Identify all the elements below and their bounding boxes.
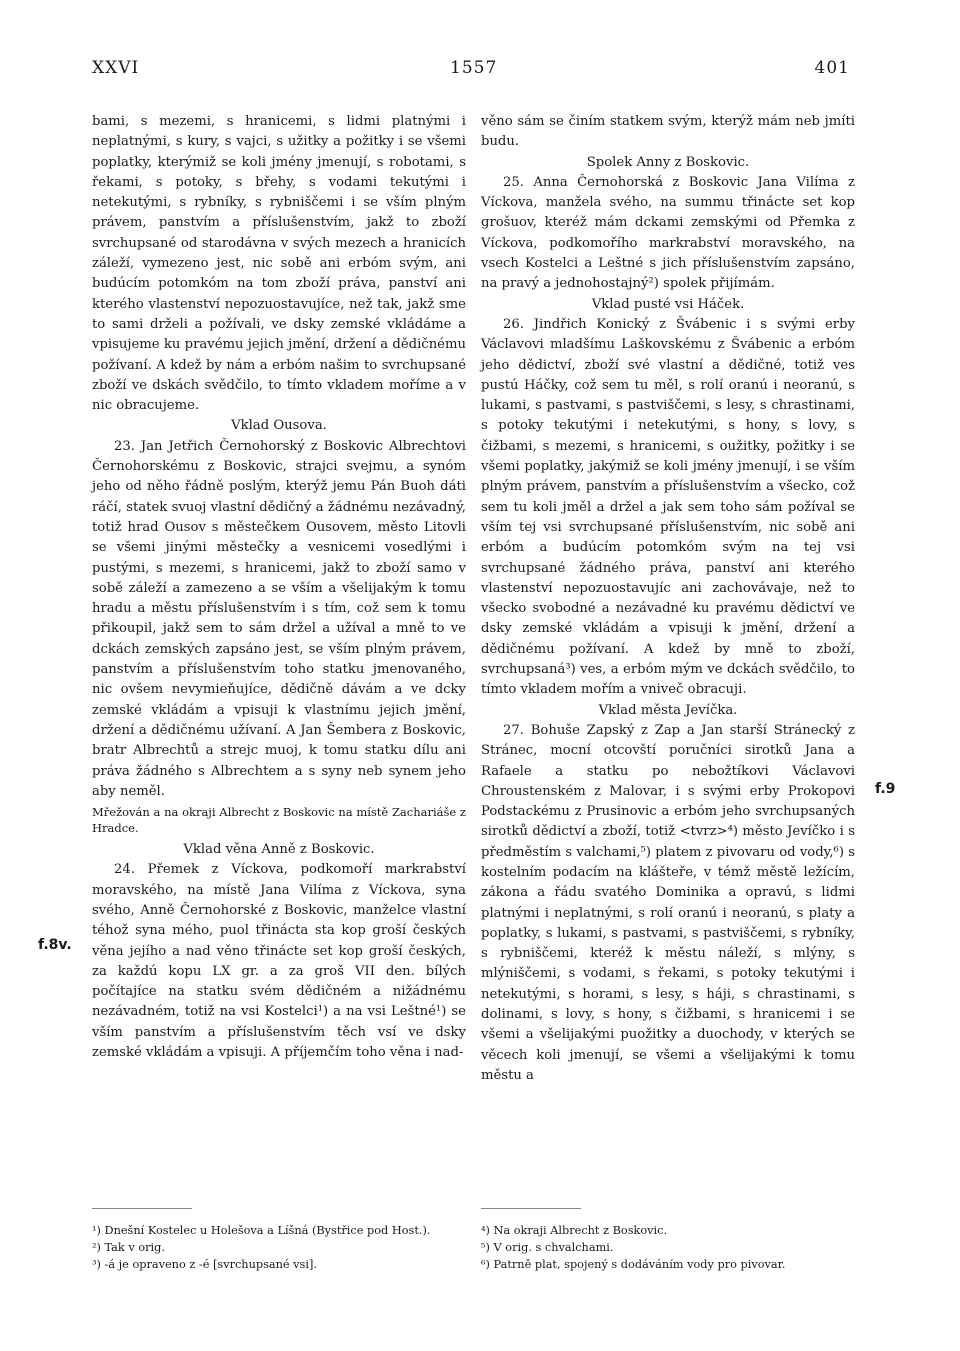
entry-23-note: Mřežován a na okraji Albrecht z Boskovic na místě Zachariáše z Hradce.	[92, 805, 466, 836]
left-column	[92, 112, 466, 1063]
folio-mark-left: f.8v.	[38, 937, 72, 953]
footnote: ⁴) Na okraji Albrecht z Boskovic.	[481, 1224, 668, 1237]
footnote: ⁶) Patrně plat, spojený s dodáváním vody pro pivovar.	[481, 1258, 786, 1271]
entry-23: 23. Jan Jetřich Černohorský z Boskovic Albrechtovi Černohorskému z Boskovic, strajci svejmu, a synóm jeho od něho řádně poslým, kterýž jemu Pán Buoh dáti ráčí, statek svuoj vlastní dědičný a žádnému nezávadný, totiž hrad Ousov s městečkem Ousovem, město Litovli se všemi jinými městečky a vesnicemi vosedlými i pustými, s mezemi, s hranicemi, jakž to zboží samo v sobě záleží a zamezeno a se vším a všelijakým k tomu hradu a městu příslušenstvím i s tím, což sem k tomu přikoupil, jakž sem to sám držel a užíval a mně to ve dckách zemských zapsáno jest, se vším plným právem, panstvím a příslušenstvím toho statku jmenovaného, nic ovšem nevymieňujíce, dědičně dávám a ve dcky zemské vkládám a vpisuji k vlastnímu jejich jmění, držení a dědičnému užívaní. A Jan Šembera z Boskovic, bratr Albrechtů a strejc muoj, k tomu statku dílu ani práva žádného s Albrechtem a s syny neb synem jeho aby neměl.	[92, 438, 466, 799]
entry-24: 24. Přemek z Víckova, podkomoří markrabství moravského, na místě Jana Vilíma z Víckova, syna svého, Anně Černohorské z Boskovic, manželce vlastní téhož syna mého, puol třinácta sta kop groší českých věna jejího a nad věno třinácte set kop groší českých, za každú kopu LX gr. a za groš VII den. bílých počítajíce na statku svém dědičném a nižádnému nezávadném, totiž na vsi Kostelci¹) a na vsi Leštné¹) se vším panstvím a příslušenstvím těch vsí ve dsky zemské vkládám a vpisuji. A příjemčím toho věna i nad-	[92, 862, 466, 1061]
entry-25: 25. Anna Černohorská z Boskovic Jana Vilíma z Víckova, manžela svého, na summu třinácte set kop grošuov, kteréž mám dckami zemskými od Přemka z Víckova, podkomořího markrabství moravského, na vsech Kostelci a Leštné s jich příslušenstvím zapsáno, na pravý a jednohostajný²) spolek přijímám.	[481, 174, 855, 292]
footnote: ³) -á je opraveno z -é [svrchupsané vsi].	[92, 1258, 317, 1271]
footnote: ⁵) V orig. s chvalchami.	[481, 1241, 614, 1254]
section-heading-23: Vklad Ousova.	[231, 418, 327, 434]
section-heading-26: Vklad pusté vsi Háček.	[591, 296, 745, 312]
entry-27: 27. Bohuše Zapský z Zap a Jan starší Stránecký z Stránec, mocní otcovští poručníci sirotků Jana a Rafaele a statku po nebožtíkovi Václavovi Chroustenském z Malovar, i s svými erby Prokopovi Podstackému z Prusinovic a erbóm jeho svrchupsaných sirotků dědictví a zboží, totiž <tvrz>⁴) město Jevíčko i s předměstím s valchami,⁵) platem z pivovaru od vody,⁶) s kostelním podacím na klášteře, v témž městě ležícím, zákona a řádu svatého Dominika a opravú, s lidmi platnými i neplatnými, s rolí oranú i neoranú, s platy a poplatky, s lukami, s pastvami, s pastviščemi, s rybníky, s rybniščemi, kteréž k městu náleží, s mlýny, s mlýniščemi, s vodami, s řekami, s potoky tekutými i netekutými, s horami, s lesy, s háji, s chrastinami, s dolinami, s lovy, s hony, s čižbami, s hranicemi i se všemi a všelijakými puožitky a duochody, v kterých se věcech koli jmenují, se všemi a všelijakými k tomu městu a	[481, 722, 855, 1083]
footnotes-right	[481, 1222, 855, 1273]
volume-number: XXVI	[92, 58, 140, 78]
entry-26: 26. Jindřich Konický z Švábenic i s svými erby Václavovi mladšímu Laškovskému z Švábenic a erbóm jeho dědictví, zboží své vlastní a dědičné, totiž ves pustú Háčky, což sem tu měl, s rolí oranú i neoranú, s lukami, s pastvami, s pastviščemi, s lesy, s chrastinami, s potoky tekutými i netekutými, s hony, s lovy, s čižbami, s mezemi, s hranicemi, s oužitky, požitky i se všemi poplatky, jakýmiž se koli jmény jmenují, i se vším plným právem, panstvím a příslušenstvím a všecko, což sem tu koli jměl a držel a jak sem toho sám požíval se vším tej vsi svrchupsané příslušenstvím, nic sobě ani erbóm a budúcím potomkóm svým na tej vsi svrchupsané žádného práva, panství ani kterého vlastenství nepozuostavujíc ani zachovávaje, než to všecko svobodné a nezávadné ku pravému dědictví ve dsky zemské vkládám a vpisuji k jmění, držení a dědičnému požívaní. A kdež by mně to zboží, svrchupsaná³) ves, a erbóm mým ve dckách svědčilo, to tímto vkladem mořím a vniveč obracuji.	[481, 316, 855, 698]
section-heading-24: Vklad věna Anně z Boskovic.	[183, 842, 375, 858]
page-number: 401	[814, 58, 850, 78]
footnote: ²) Tak v orig.	[92, 1241, 165, 1254]
section-heading-25: Spolek Anny z Boskovic.	[586, 154, 750, 170]
footnote-rule-right	[481, 1208, 581, 1209]
section-heading-27: Vklad města Jevíčka.	[598, 702, 738, 718]
paragraph-continuation-right: věno sám se činím statkem svým, kterýž mám neb jmíti budu.	[481, 114, 855, 150]
folio-mark-right: f.9	[875, 781, 896, 797]
footnotes-left	[92, 1222, 466, 1273]
footnote-rule-left	[92, 1208, 192, 1209]
year-heading: 1557	[450, 58, 498, 78]
paragraph-continuation: bami, s mezemi, s hranicemi, s lidmi platnými i neplatnými, s kury, s vajci, s užitky a požitky i se všemi poplatky, kterýmiž se koli jmény jmenují, s robotami, s řekami, s potoky, s břehy, s vodami tekutými i netekutými, s rybníky, s rybniščemi i se vším plným právem, panstvím a příslušenstvím, jakž to zboží svrchupsané od starodávna v svých mezech a hranicích záleží, vymezeno jest, nic sobě ani erbóm svým, ani budúcím potomkóm na tom zboží práva, panství ani kterého vlastenství nepozuostavujíce, než tak, jakž sme to sami drželi a požívali, ve dsky zemské vkládáme a vpisujeme ku pravému jejich jmění, držení a dědičnému požívaní. A kdež by nám a erbóm našim to svrchupsané zboží ve dskách svědčilo, to tímto vkladem moříme a v nic obracujeme.	[92, 114, 466, 414]
footnote: ¹) Dnešní Kostelec u Holešova a Líšná (Bystřice pod Host.).	[92, 1224, 431, 1237]
right-column	[481, 112, 855, 1086]
